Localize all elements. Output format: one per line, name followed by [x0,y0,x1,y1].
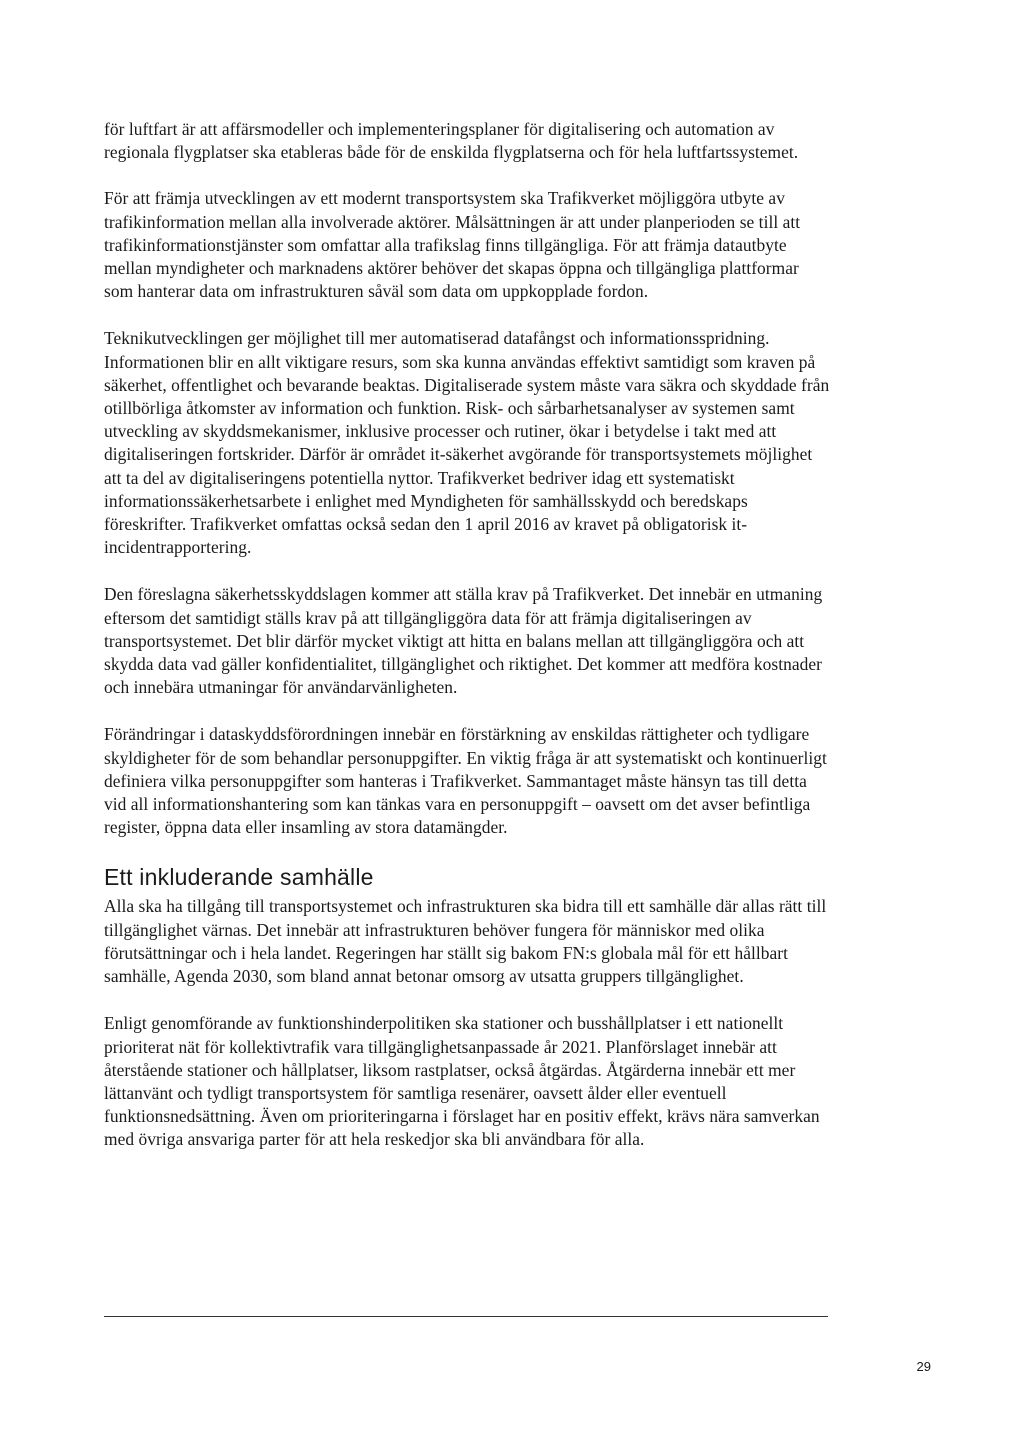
section-heading: Ett inkluderande samhälle [104,864,374,891]
body-paragraph: för luftfart är att affärsmodeller och implementeringsplaner för digitalisering och automation av regionala flygplatser ska etableras både för de enskilda flygplatserna och för hela luftfartssystemet. [104,119,799,163]
page-body [104,118,830,1176]
body-paragraph: Förändringar i dataskyddsförordningen innebär en förstärkning av enskildas rättigheter och tydligare skyldigheter för de som behandlar personuppgifter. En viktig fråga är att systematiskt och kontinuerligt definiera vilka personuppgifter som hanteras i Trafikverket. Sammantaget måste hänsyn tas till detta vid all informationshantering som kan tänkas vara en personuppgift – oavsett om det avser befintliga register, öppna data eller insamling av stora datamängder. [104,724,827,838]
page-number: 29 [916,1359,931,1374]
body-paragraph: Den föreslagna säkerhetsskyddslagen kommer att ställa krav på Trafikverket. Det innebär en utmaning eftersom det samtidigt ställs krav på att tillgängliggöra data för att främja digitaliseringen av transportsystemet. Det blir därför mycket viktigt att hitta en balans mellan att tillgängliggöra och att skydda data vad gäller konfidentialitet, tillgänglighet och riktighet. Det kommer att medföra kostnader och innebära utmaningar för användarvänligheten. [104,584,823,698]
footer-divider [104,1316,828,1317]
body-paragraph: Teknikutvecklingen ger möjlighet till mer automatiserad datafångst och informationsspridning. Informationen blir en allt viktigare resurs, som ska kunna användas effektivt samtidigt som kraven på säkerhet, offentlighet och bevarande beaktas. Digitaliserade system måste vara säkra och skyddade från otillbörliga åtkomster av information och funktion. Risk- och sårbarhetsanalyser av systemen samt utveckling av skyddsmekanismer, inklusive processer och rutiner, ökar i betydelse i takt med att digitaliseringen fortskrider. Därför är området it-säkerhet avgörande för transportsystemets möjlighet att ta del av digitaliseringens potentiella nyttor. Trafikverket bedriver idag ett systematiskt informationssäkerhetsarbete i enlighet med Myndigheten för samhällsskydd och beredskaps föreskrifter. Trafikverket omfattas också sedan den 1 april 2016 av kravet på obligatorisk it-incidentrapportering. [104,328,830,558]
body-paragraph: För att främja utvecklingen av ett modernt transportsystem ska Trafikverket möjliggöra utbyte av trafikinformation mellan alla involverade aktörer. Målsättningen är att under planperioden se till att trafikinformationstjänster som omfattar alla trafikslag finns tillgängliga. För att främja datautbyte mellan myndigheter och marknadens aktörer behöver det skapas öppna och tillgängliga plattformar som hanterar data om infrastrukturen såväl som data om uppkopplade fordon. [104,188,801,302]
body-paragraph: Alla ska ha tillgång till transportsystemet och infrastrukturen ska bidra till ett samhälle där allas rätt till tillgänglighet värnas. Det innebär att infrastrukturen behöver fungera för människor med olika förutsättningar och i hela landet. Regeringen har ställt sig bakom FN:s globala mål för ett hållbart samhälle, Agenda 2030, som bland annat betonar omsorg av utsatta gruppers tillgänglighet. [104,896,827,987]
body-paragraph: Enligt genomförande av funktionshinderpolitiken ska stationer och busshållplatser i ett nationellt prioriterat nät för kollektivtrafik vara tillgänglighetsanpassade år 2021. Planförslaget innebär att återstående stationer och hållplatser, liksom rastplatser, också åtgärdas. Åtgärderna innebär ett mer lättanvänt och tydligt transportsystem för samtliga resenärer, oavsett ålder eller eventuell funktionsnedsättning. Även om prioriteringarna i förslaget har en positiv effekt, krävs nära samverkan med övriga ansvariga parter för att hela reskedjor ska bli användbara för alla. [104,1013,820,1150]
